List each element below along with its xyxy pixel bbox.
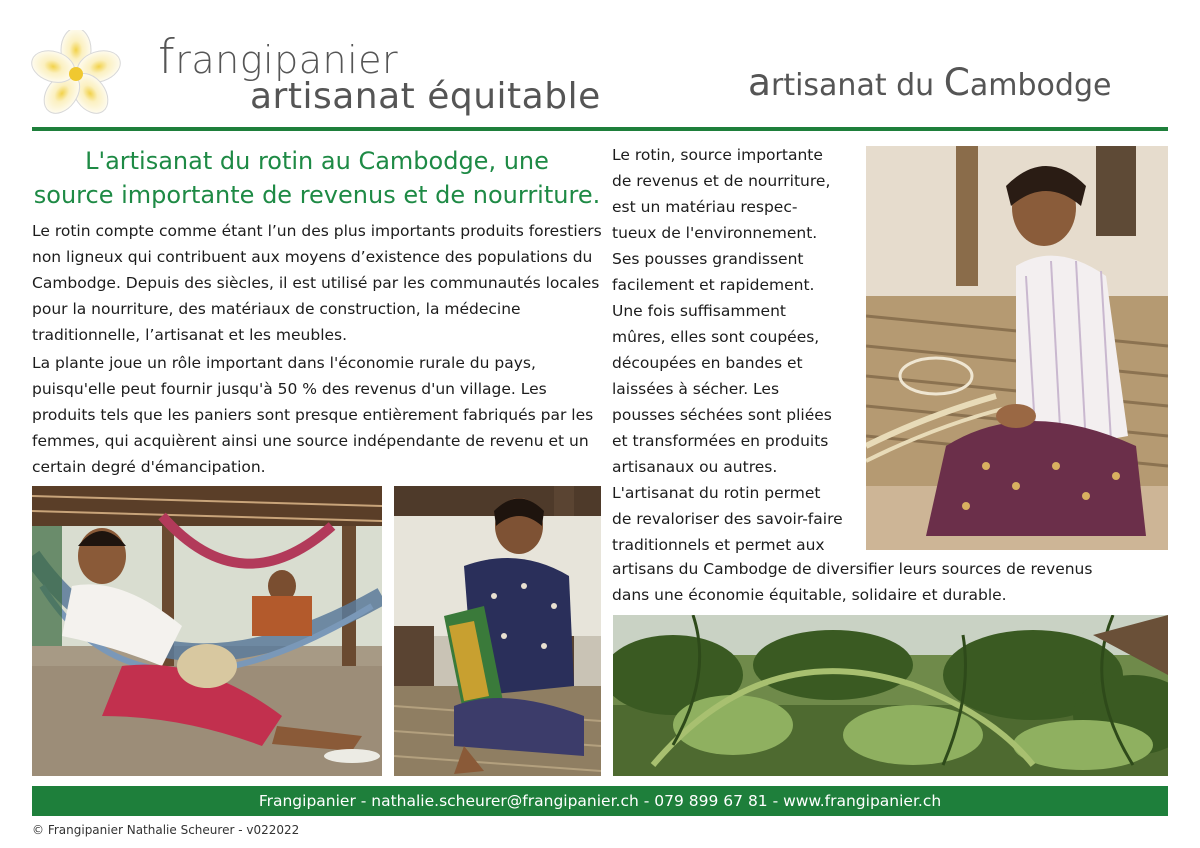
page-title xyxy=(32,144,602,212)
text-line: dans une économie équitable, solidaire et durable. xyxy=(612,586,1007,604)
text-line: artisans du Cambodge de diversifier leurs sources de revenus xyxy=(612,560,1093,578)
text-line: pousses séchées sont pliées xyxy=(612,406,832,424)
text-line: artisanaux ou autres. xyxy=(612,458,778,476)
title-line-2: source importante de revenus et de nourriture. xyxy=(33,181,601,209)
text-line: traditionnels et permet aux xyxy=(612,536,825,554)
text-line: et transformées en produits xyxy=(612,432,829,450)
text-line: Ses pousses grandissent xyxy=(612,250,804,268)
text-line: mûres, elles sont coupées, xyxy=(612,328,820,346)
rattan-description xyxy=(612,142,862,480)
footer-contact-bar: Frangipanier - nathalie.scheurer@frangipanier.ch - 079 899 67 81 - www.frangipanier.ch xyxy=(32,786,1168,816)
text-line: Le rotin, source importante xyxy=(612,146,823,164)
brand-name: frangipanier xyxy=(158,30,399,85)
photo-woman-in-hammock xyxy=(32,486,382,776)
photo-rattan-plants xyxy=(613,615,1168,776)
economy-paragraph: La plante joue un rôle important dans l'économie rurale du pays, puisqu'elle peut fournir jusqu'à 50 % des revenus d'un village. Les produits tels que les paniers sont presque entièrement fabriqués par les femmes, qui acquièrent ainsi une source indépendante de revenu et un certain degré d'émancipation. xyxy=(32,354,594,476)
text-line: Une fois suffisamment xyxy=(612,302,786,320)
text-line: découpées en bandes et xyxy=(612,354,803,372)
intro-paragraph: Le rotin compte comme étant l’un des plus importants produits forestiers non ligneux qui contribuent aux moyens d’existence des populations du Cambodge. Depuis des siècles, il est utilisé par les communautés locales pour la nourriture, des matériaux de construction, la médecine traditionnelle, l’artisanat et les meubles. xyxy=(32,222,602,344)
brand-subtitle: artisanat équitable xyxy=(250,76,601,117)
title-line-1: L'artisanat du rotin au Cambodge, une xyxy=(85,147,549,175)
text-line: L'artisanat du rotin permet xyxy=(612,484,821,502)
header-divider xyxy=(32,127,1168,131)
frangipani-flower-icon xyxy=(30,30,122,118)
text-line: laissées à sécher. Les xyxy=(612,380,780,398)
craft-value-paragraph xyxy=(612,480,862,558)
text-line: de revenus et de nourriture, xyxy=(612,172,831,190)
copyright-notice: © Frangipanier Nathalie Scheurer - v022022 xyxy=(32,823,300,837)
text-line: facilement et rapidement. xyxy=(612,276,815,294)
photo-woman-weaving xyxy=(866,146,1168,550)
text-line: est un matériau respec- xyxy=(612,198,798,216)
text-line: tueux de l'environnement. xyxy=(612,224,818,242)
craft-value-paragraph-end xyxy=(612,556,1172,608)
text-line: de revaloriser des savoir-faire xyxy=(612,510,843,528)
photo-woman-seated-weaving xyxy=(394,486,601,776)
tagline: artisanat du Cambodge xyxy=(748,60,1112,104)
